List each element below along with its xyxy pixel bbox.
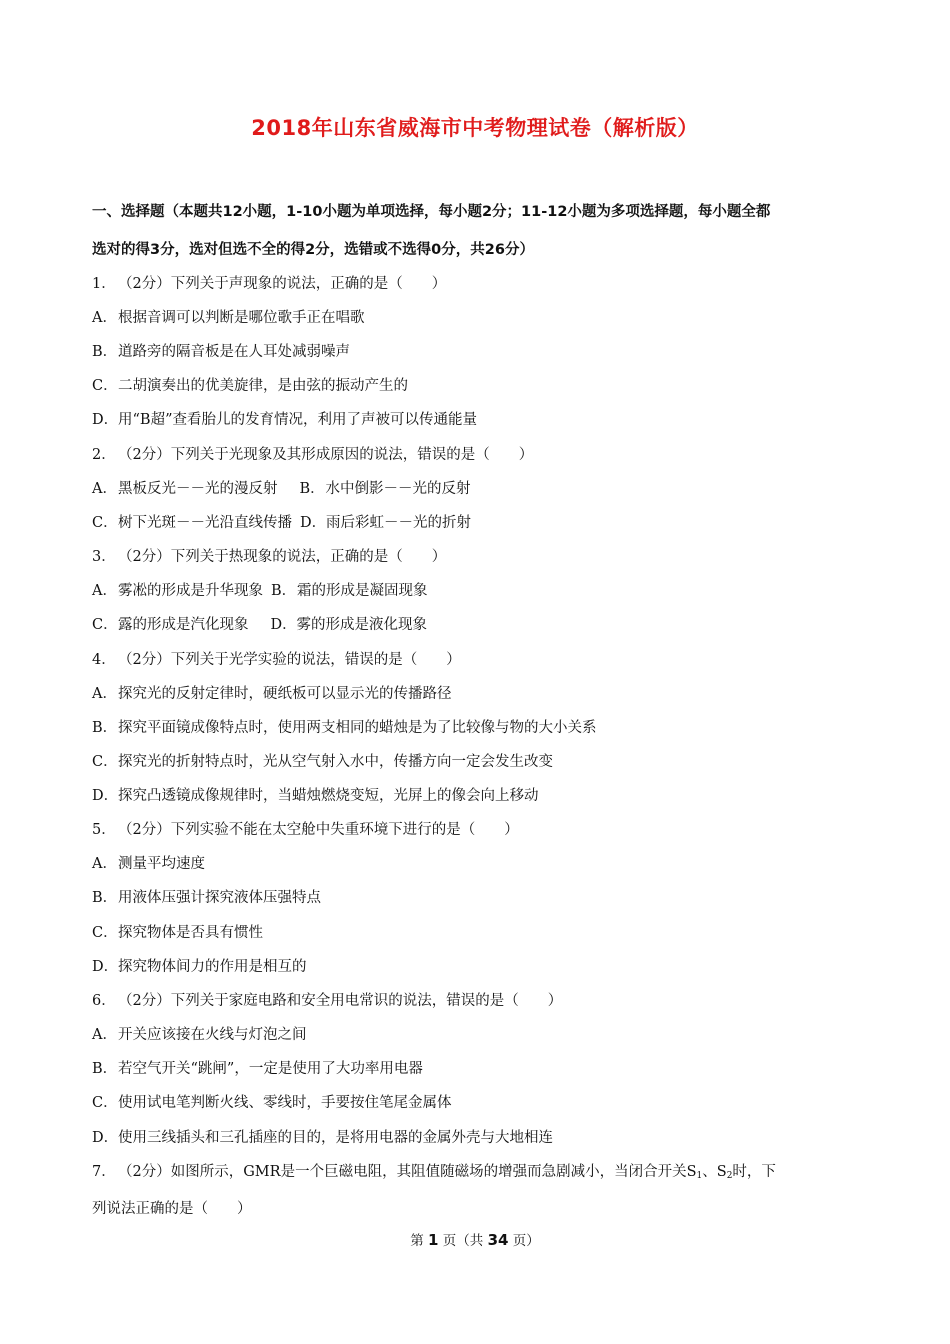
- question-1-option-d: D．用“B超”查看胎儿的发育情况，利用了声被可以传通能量: [92, 412, 477, 428]
- question-1-option-a: A．根据音调可以判断是哪位歌手正在唱歌: [92, 310, 365, 326]
- question-5-stem: 5． （2分）下列实验不能在太空舱中失重环境下进行的是（ ）: [92, 822, 519, 838]
- question-4-option-a: A．探究光的反射定律时，硬纸板可以显示光的传播路径: [92, 686, 452, 702]
- question-4-option-b: B．探究平面镜成像特点时，使用两支相同的蜡烛是为了比较像与物的大小关系: [92, 720, 597, 736]
- question-6-stem: 6． （2分）下列关于家庭电路和安全用电常识的说法，错误的是（ ）: [92, 993, 563, 1009]
- question-1-option-c: C．二胡演奏出的优美旋律，是由弦的振动产生的: [92, 378, 408, 394]
- page-number: 1: [428, 1231, 439, 1249]
- page-title: 2018年山东省威海市中考物理试卷（解析版）: [251, 116, 699, 140]
- total-pages: 34: [487, 1231, 509, 1249]
- question-2-options-row-1: A．黑板反光－－光的漫反射 B．水中倒影－－光的反射: [92, 481, 471, 497]
- section-heading-line-1: 一、选择题（本题共12小题，1-10小题为单项选择，每小题2分；11-12小题为多项选择题，每小题全都: [92, 204, 771, 220]
- question-7-stem: 7． （2分）如图所示，GMR是一个巨磁电阻，其阻值随磁场的增强而急剧减小，当闭合开关$S_1$、$S_2$时，下: [92, 1164, 776, 1181]
- question-5-option-d: D．探究物体间力的作用是相互的: [92, 959, 307, 975]
- question-4-option-d: D．探究凸透镜成像规律时，当蜡烛燃烧变短，光屏上的像会向上移动: [92, 788, 539, 804]
- question-2-option-c: 树下光斑－－光沿直线传播: [118, 515, 292, 531]
- question-3-option-b: 霜的形成是凝固现象: [297, 583, 428, 599]
- question-1-stem: 1． （2分）下列关于声现象的说法，正确的是（ ）: [92, 276, 447, 292]
- question-1-option-b: B．道路旁的隔音板是在人耳处减弱噪声: [92, 344, 350, 360]
- question-3-option-a: 雾凇的形成是升华现象: [118, 583, 263, 599]
- question-3-options-row-1: A．雾凇的形成是升华现象 B．霜的形成是凝固现象: [92, 583, 428, 599]
- question-6-option-d: D．使用三线插头和三孔插座的目的，是将用电器的金属外壳与大地相连: [92, 1130, 553, 1146]
- question-3-option-c: 露的形成是汽化现象: [118, 617, 249, 633]
- question-4-option-c: C．探究光的折射特点时，光从空气射入水中，传播方向一定会发生改变: [92, 754, 553, 770]
- question-3-options-row-2: C．露的形成是汽化现象 D．雾的形成是液化现象: [92, 617, 427, 633]
- question-5-option-c: C．探究物体是否具有惯性: [92, 925, 263, 941]
- question-2-option-b: 水中倒影－－光的反射: [325, 481, 471, 497]
- question-5-option-a: A．测量平均速度: [92, 856, 205, 872]
- question-3-stem: 3． （2分）下列关于热现象的说法，正确的是（ ）: [92, 549, 447, 565]
- question-2-option-d: 雨后彩虹－－光的折射: [326, 515, 471, 531]
- question-4-stem: 4． （2分）下列关于光学实验的说法，错误的是（ ）: [92, 652, 461, 668]
- question-2-options-row-2: C．树下光斑－－光沿直线传播 D．雨后彩虹－－光的折射: [92, 515, 471, 531]
- question-6-option-b: B．若空气开关“跳闸”，一定是使用了大功率用电器: [92, 1061, 423, 1077]
- page-footer: 第 1 页（共 34 页）: [410, 1231, 540, 1249]
- question-7-stem-line-2: 列说法正确的是（ ）: [92, 1201, 252, 1217]
- question-6-option-c: C．使用试电笔判断火线、零线时，手要按住笔尾金属体: [92, 1095, 452, 1111]
- question-6-option-a: A．开关应该接在火线与灯泡之间: [92, 1027, 307, 1043]
- section-heading-line-2: 选对的得3分，选对但选不全的得2分，选错或不选得0分，共26分）: [92, 242, 534, 258]
- question-2-option-a: 黑板反光－－光的漫反射: [118, 481, 278, 497]
- question-5-option-b: B．用液体压强计探究液体压强特点: [92, 890, 321, 906]
- question-3-option-d: 雾的形成是液化现象: [296, 617, 427, 633]
- question-2-stem: 2． （2分）下列关于光现象及其形成原因的说法，错误的是（ ）: [92, 447, 534, 463]
